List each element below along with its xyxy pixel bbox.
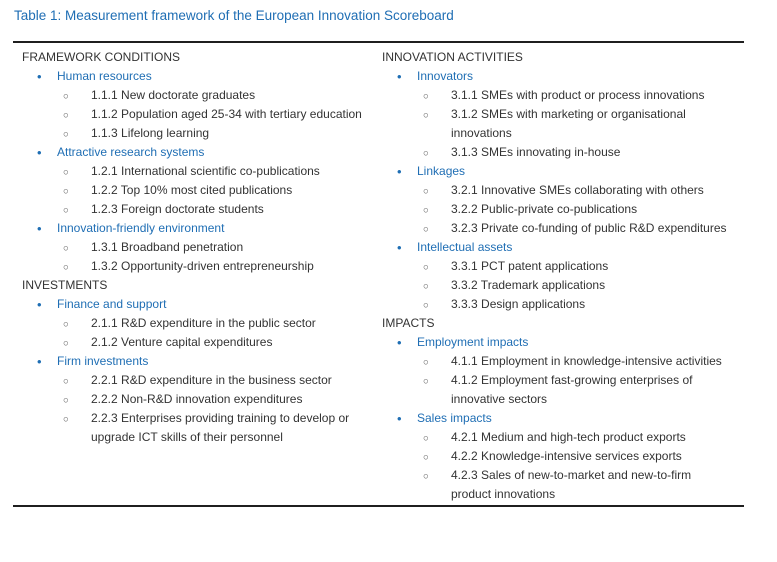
indicator-circle-icon: ○ [423, 147, 429, 159]
section-heading: IMPACTS [382, 316, 435, 330]
dimension-bullet-icon: • [37, 354, 42, 369]
indicator-item [13, 238, 373, 257]
indicator-circle-icon: ○ [423, 356, 429, 368]
indicator-circle-icon: ○ [63, 413, 69, 425]
indicator-item [373, 371, 744, 409]
dimension-heading-label: Innovation-friendly environment [57, 221, 225, 235]
dimension-heading [373, 409, 744, 428]
indicator-label: 4.1.1 Employment in knowledge-intensive activities [451, 354, 722, 368]
indicator-circle-icon: ○ [423, 90, 429, 102]
indicator-label: 4.1.2 Employment fast-growing enterprises of innovative sectors [451, 373, 693, 406]
indicator-circle-icon: ○ [63, 261, 69, 273]
indicator-label: 2.2.2 Non-R&D innovation expenditures [91, 392, 303, 406]
table-column-right [373, 48, 744, 504]
indicator-circle-icon: ○ [423, 109, 429, 121]
indicator-circle-icon: ○ [63, 242, 69, 254]
indicator-item [13, 105, 373, 124]
indicator-circle-icon: ○ [63, 318, 69, 330]
measurement-framework-table [13, 41, 744, 507]
section-heading: INVESTMENTS [22, 278, 108, 292]
indicator-label: 3.3.2 Trademark applications [451, 278, 606, 292]
indicator-item [373, 466, 744, 504]
indicator-circle-icon: ○ [423, 261, 429, 273]
indicator-item [13, 124, 373, 143]
indicator-circle-icon: ○ [63, 90, 69, 102]
dimension-heading [13, 67, 373, 86]
indicator-item [373, 276, 744, 295]
indicator-circle-icon: ○ [63, 337, 69, 349]
indicator-circle-icon: ○ [423, 204, 429, 216]
indicator-label: 3.1.2 SMEs with marketing or organisational innovations [451, 107, 686, 140]
indicator-item [13, 181, 373, 200]
indicator-label: 3.1.3 SMEs innovating in-house [451, 145, 621, 159]
indicator-item [373, 86, 744, 105]
section-heading: FRAMEWORK CONDITIONS [22, 50, 180, 64]
indicator-circle-icon: ○ [423, 299, 429, 311]
indicator-circle-icon: ○ [63, 185, 69, 197]
indicator-circle-icon: ○ [423, 280, 429, 292]
dimension-bullet-icon: • [37, 297, 42, 312]
dimension-bullet-icon: • [37, 221, 42, 236]
indicator-label: 1.1.3 Lifelong learning [91, 126, 210, 140]
indicator-circle-icon: ○ [423, 451, 429, 463]
indicator-label: 1.1.2 Population aged 25-34 with tertiary education [91, 107, 362, 121]
indicator-item [373, 200, 744, 219]
indicator-label: 3.3.1 PCT patent applications [451, 259, 609, 273]
indicator-circle-icon: ○ [423, 432, 429, 444]
indicator-label: 4.2.2 Knowledge-intensive services exports [451, 449, 682, 463]
indicator-item [373, 181, 744, 200]
indicator-label: 1.2.2 Top 10% most cited publications [91, 183, 293, 197]
indicator-label: 1.2.3 Foreign doctorate students [91, 202, 264, 216]
indicator-label: 1.2.1 International scientific co-publications [91, 164, 320, 178]
dimension-heading-label: Linkages [417, 164, 466, 178]
indicator-label: 1.1.1 New doctorate graduates [91, 88, 256, 102]
indicator-label: 4.2.1 Medium and high-tech product exports [451, 430, 686, 444]
indicator-item [13, 333, 373, 352]
dimension-bullet-icon: • [397, 240, 402, 255]
indicator-label: 3.3.3 Design applications [451, 297, 586, 311]
dimension-heading-label: Intellectual assets [417, 240, 513, 254]
indicator-item [13, 371, 373, 390]
indicator-circle-icon: ○ [63, 375, 69, 387]
dimension-heading-label: Employment impacts [417, 335, 529, 349]
indicator-item [13, 314, 373, 333]
dimension-heading [373, 162, 744, 181]
dimension-heading [13, 352, 373, 371]
indicator-circle-icon: ○ [63, 109, 69, 121]
table-column-left [13, 48, 373, 447]
dimension-heading [13, 219, 373, 238]
dimension-bullet-icon: • [37, 69, 42, 84]
indicator-circle-icon: ○ [423, 223, 429, 235]
indicator-item [13, 409, 373, 447]
indicator-item [13, 257, 373, 276]
indicator-circle-icon: ○ [63, 204, 69, 216]
indicator-label: 2.2.3 Enterprises providing training to develop or upgrade ICT skills of their personnel [91, 411, 350, 444]
dimension-heading-label: Firm investments [57, 354, 149, 368]
dimension-heading-label: Attractive research systems [57, 145, 205, 159]
dimension-heading [373, 333, 744, 352]
indicator-item [13, 390, 373, 409]
indicator-item [13, 86, 373, 105]
section-heading: INNOVATION ACTIVITIES [382, 50, 523, 64]
dimension-bullet-icon: • [397, 69, 402, 84]
indicator-circle-icon: ○ [63, 394, 69, 406]
indicator-item [373, 105, 744, 143]
dimension-heading [373, 238, 744, 257]
dimension-bullet-icon: • [397, 164, 402, 179]
indicator-label: 1.3.1 Broadband penetration [91, 240, 244, 254]
indicator-item [373, 447, 744, 466]
dimension-bullet-icon: • [397, 335, 402, 350]
indicator-circle-icon: ○ [63, 128, 69, 140]
indicator-label: 3.2.1 Innovative SMEs collaborating with others [451, 183, 704, 197]
indicator-item [373, 219, 744, 238]
dimension-heading-label: Human resources [57, 69, 152, 83]
dimension-heading [13, 295, 373, 314]
indicator-label: 3.2.2 Public-private co-publications [451, 202, 638, 216]
dimension-bullet-icon: • [37, 145, 42, 160]
indicator-circle-icon: ○ [423, 375, 429, 387]
indicator-item [373, 143, 744, 162]
dimension-bullet-icon: • [397, 411, 402, 426]
indicator-label: 2.1.1 R&D expenditure in the public sector [91, 316, 316, 330]
indicator-item [373, 295, 744, 314]
indicator-label: 3.2.3 Private co-funding of public R&D expenditures [451, 221, 727, 235]
indicator-circle-icon: ○ [63, 166, 69, 178]
table-caption: Table 1: Measurement framework of the European Innovation Scoreboard [14, 8, 454, 23]
indicator-circle-icon: ○ [423, 185, 429, 197]
dimension-heading-label: Innovators [417, 69, 474, 83]
indicator-label: 4.2.3 Sales of new-to-market and new-to-firm product innovations [451, 468, 692, 501]
dimension-heading-label: Finance and support [57, 297, 167, 311]
indicator-item [13, 162, 373, 181]
dimension-heading [373, 67, 744, 86]
indicator-item [13, 200, 373, 219]
indicator-label: 1.3.2 Opportunity-driven entrepreneurship [91, 259, 314, 273]
dimension-heading [13, 143, 373, 162]
dimension-heading-label: Sales impacts [417, 411, 492, 425]
indicator-circle-icon: ○ [423, 470, 429, 482]
indicator-label: 2.1.2 Venture capital expenditures [91, 335, 273, 349]
indicator-label: 3.1.1 SMEs with product or process innovations [451, 88, 705, 102]
indicator-item [373, 257, 744, 276]
indicator-item [373, 428, 744, 447]
indicator-item [373, 352, 744, 371]
indicator-label: 2.2.1 R&D expenditure in the business sector [91, 373, 332, 387]
